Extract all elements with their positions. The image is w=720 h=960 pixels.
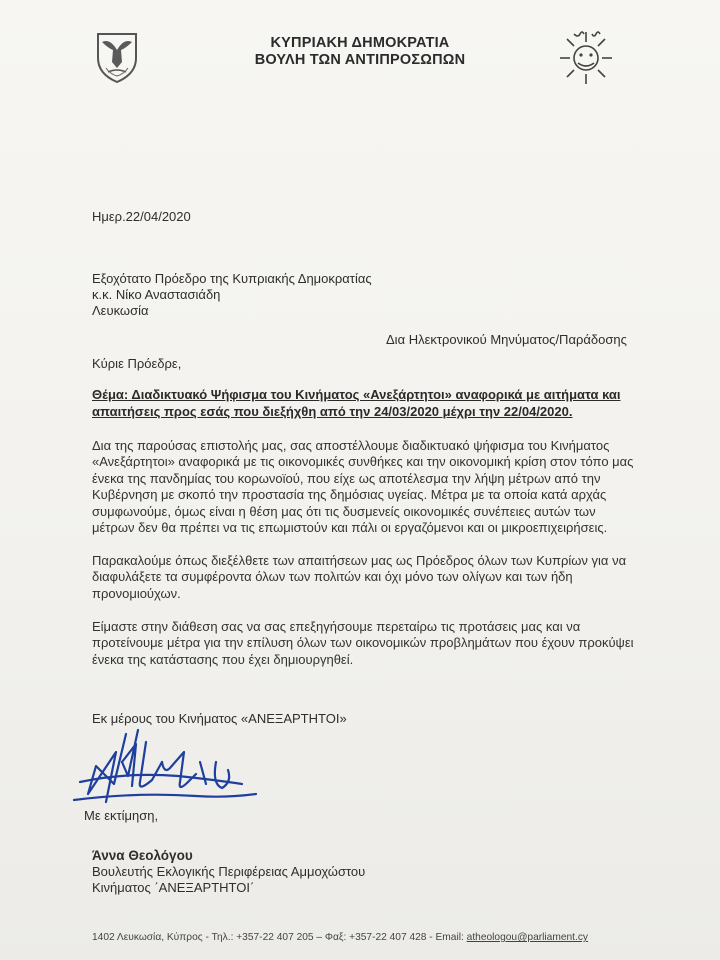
footer-contact bbox=[92, 932, 588, 943]
recipient-name: κ.κ. Νίκο Αναστασιάδη bbox=[92, 287, 221, 302]
sun-face-icon bbox=[558, 28, 614, 88]
salutation: Κύριε Πρόεδρε, bbox=[92, 356, 182, 371]
subject-line: Θέμα: Διαδικτυακό Ψήφισμα του Κινήματος «Ανεξάρτητοι» αναφορικά με αιτήματα και απαιτήσεις προς εσάς που διεξήχθη από την 24/03/2020 μέχρι την 22/04/2020. bbox=[92, 387, 621, 419]
letterhead-line-1: ΚΥΠΡΙΑΚΗ ΔΗΜΟΚΡΑΤΙΑ bbox=[270, 35, 450, 51]
footer-email-link[interactable]: atheologou@parliament.cy bbox=[466, 932, 589, 943]
delivery-method: Δια Ηλεκτρονικού Μηνύματος/Παράδοσης bbox=[386, 332, 627, 347]
body-paragraph-2: Παρακαλούμε όπως διεξέλθετε των απαιτήσεων μας ως Πρόεδρος όλων των Κυπρίων για να διαφυλάξετε τα συμφέροντα όλων των πολιτών και όχι μόνο των ολίγων και των ήδη προνομιούχων. bbox=[92, 553, 627, 601]
signer-role-1: Βουλευτής Εκλογικής Περιφέρειας Αμμοχώστου bbox=[92, 864, 366, 879]
recipient-city: Λευκωσία bbox=[92, 303, 149, 318]
body-paragraph-3: Είμαστε στην διάθεση σας να σας επεξηγήσουμε περεταίρω τις προτάσεις μας και να προτείνουμε μέτρα για την επίλυση όλων των οικονομικών προβλημάτων που έχουν προκύψει ένεκα της κατάστασης που έχει δημιουργηθεί. bbox=[92, 619, 634, 667]
signer-name: Άννα Θεολόγου bbox=[92, 848, 193, 863]
closing-regards: Με εκτίμηση, bbox=[84, 808, 159, 823]
recipient-title: Εξοχότατο Πρόεδρο της Κυπριακής Δημοκρατίας bbox=[92, 271, 372, 286]
footer-address: 1402 Λευκωσία, Κύπρος - Τηλ.: +357-22 407 205 – Φαξ: +357-22 407 428 - Email: bbox=[92, 932, 464, 943]
body-paragraph-1: Δια της παρούσας επιστολής μας, σας αποστέλλουμε διαδικτυακό ψήφισμα του Κινήματος «Ανεξάρτητοι» αναφορικά με τις οικονομικές συνθήκες και την οικονομική κρίση στον τόπο μας ένεκα της πανδημίας του κορωνοϊού, που είχε ως αποτέλεσμα την λήψη μέτρων από την Κυβέρνηση με σκοπό την προστασία της δημόσιας υγείας. Μέτρα με τα οποία κατά αρχάς συμφωνούμε, όμως είναι η θέση μας ότι τις δυσμενείς οικονομικές συνέπειες αυτών των μέτρων δεν θα πρέπει να τις επωμιστούν και πάλι οι εργαζόμενοι και οι μικροεπιχειρήσεις. bbox=[92, 438, 634, 536]
signoff-line: Εκ μέρους του Κινήματος «ΑΝΕΞΑΡΤΗΤΟΙ» bbox=[92, 711, 347, 726]
letter-date: Ημερ.22/04/2020 bbox=[92, 209, 191, 224]
letterhead-line-2: ΒΟΥΛΗ ΤΩΝ ΑΝΤΙΠΡΟΣΩΠΩΝ bbox=[254, 52, 466, 68]
signer-role-2: Κινήματος ΄ΑΝΕΞΑΡΤΗΤΟΙ΄ bbox=[92, 880, 255, 895]
